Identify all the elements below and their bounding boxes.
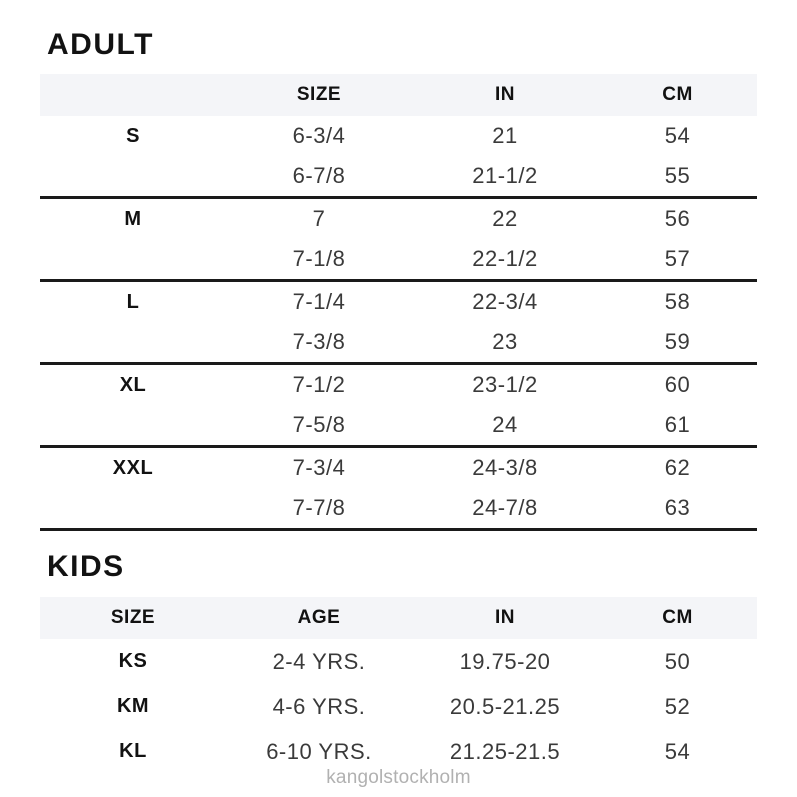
- cm-value: 63: [664, 495, 691, 520]
- size-label: XL: [119, 373, 147, 396]
- inches-value: 24-7/8: [472, 495, 538, 520]
- age-value: 6-10 YRS.: [266, 738, 372, 764]
- cm-value: 59: [664, 329, 691, 354]
- adult-size-group-xxl: [40, 448, 757, 531]
- cm-value: 56: [664, 206, 691, 231]
- size-value: 7-3/4: [292, 455, 346, 480]
- size-value: 7-1/4: [292, 289, 346, 314]
- table-row: [40, 282, 757, 322]
- age-value: 2-4 YRS.: [272, 648, 366, 674]
- adult-header-size: SIZE: [296, 84, 342, 105]
- cm-value: 60: [664, 372, 691, 397]
- inches-value: 22-1/2: [472, 246, 538, 271]
- cm-value: 54: [664, 123, 691, 148]
- size-value: 7-1/8: [292, 246, 346, 271]
- size-label: XXL: [112, 456, 154, 479]
- adult-header-cm: CM: [662, 84, 693, 105]
- table-row: [40, 199, 757, 239]
- table-row: [40, 448, 757, 488]
- cm-value: 58: [664, 289, 691, 314]
- table-row: [40, 116, 757, 156]
- inches-value: 23-1/2: [472, 372, 538, 397]
- adult-size-group-m: [40, 199, 757, 282]
- inches-value: 21-1/2: [472, 163, 538, 188]
- size-label: KL: [119, 740, 147, 762]
- table-row: [40, 488, 757, 528]
- size-value: 7-3/8: [292, 329, 346, 354]
- cm-value: 52: [664, 693, 691, 719]
- cm-value: 62: [664, 455, 691, 480]
- kids-table-header-row: [40, 597, 757, 639]
- footer-watermark: kangolstockholm: [326, 767, 471, 788]
- inches-value: 22-3/4: [472, 289, 538, 314]
- size-label: S: [126, 124, 140, 147]
- age-value: 4-6 YRS.: [272, 693, 366, 719]
- table-row: [40, 239, 757, 279]
- size-label: L: [126, 290, 140, 313]
- kids-header-in: IN: [495, 607, 515, 628]
- size-value: 7: [312, 206, 326, 231]
- size-label: KS: [118, 650, 148, 672]
- cm-value: 54: [664, 738, 691, 764]
- table-row: [40, 365, 757, 405]
- size-label: M: [124, 207, 142, 230]
- table-row: [40, 684, 757, 729]
- adult-table-header-row: [40, 74, 757, 116]
- kids-section-title: KIDS: [47, 550, 125, 583]
- kids-header-age: AGE: [297, 607, 341, 628]
- inches-value: 21: [492, 123, 518, 148]
- adult-header-in: IN: [495, 84, 515, 105]
- size-label: KM: [116, 695, 150, 717]
- adult-size-group-s: [40, 116, 757, 199]
- cm-value: 57: [664, 246, 691, 271]
- size-value: 7-5/8: [292, 412, 346, 437]
- inches-value: 20.5-21.25: [449, 693, 561, 719]
- cm-value: 50: [664, 648, 691, 674]
- table-row: [40, 405, 757, 445]
- kids-size-table: [40, 597, 757, 774]
- adult-size-group-l: [40, 282, 757, 365]
- table-row: [40, 322, 757, 362]
- cm-value: 55: [664, 163, 691, 188]
- adult-size-group-xl: [40, 365, 757, 448]
- cm-value: 61: [664, 412, 691, 437]
- inches-value: 22: [492, 206, 518, 231]
- size-value: 7-7/8: [292, 495, 346, 520]
- adult-section-title: ADULT: [47, 28, 154, 61]
- table-row: [40, 156, 757, 196]
- inches-value: 24: [492, 412, 518, 437]
- inches-value: 23: [492, 329, 518, 354]
- table-row: [40, 639, 757, 684]
- adult-size-table: [40, 74, 757, 531]
- size-value: 7-1/2: [292, 372, 346, 397]
- kids-header-cm: CM: [662, 607, 693, 628]
- size-value: 6-7/8: [292, 163, 346, 188]
- inches-value: 21.25-21.5: [449, 738, 561, 764]
- inches-value: 19.75-20: [459, 648, 551, 674]
- size-value: 6-3/4: [292, 123, 346, 148]
- kids-header-size: SIZE: [110, 607, 156, 628]
- inches-value: 24-3/8: [472, 455, 538, 480]
